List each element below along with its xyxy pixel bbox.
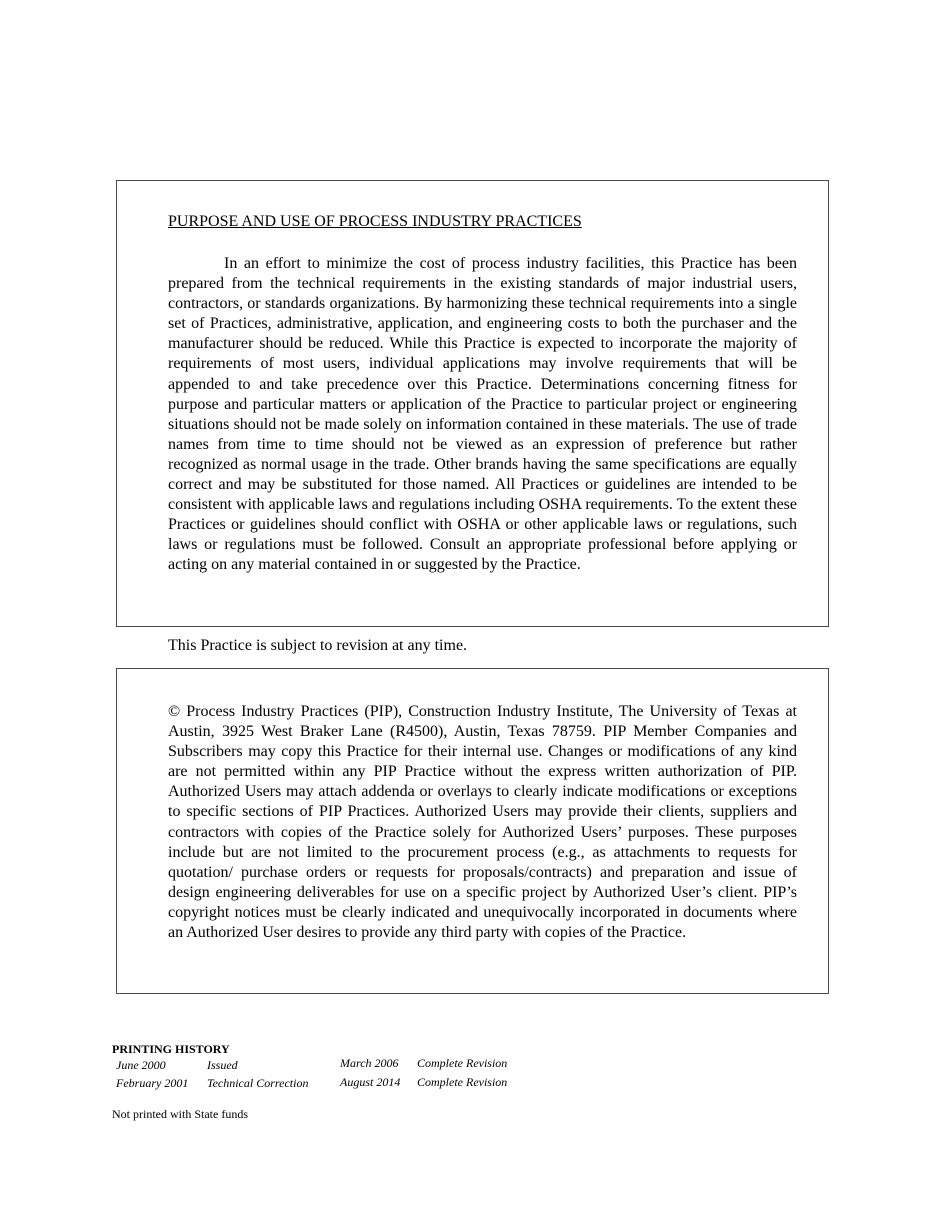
- history-note: Issued: [207, 1058, 238, 1072]
- printing-history-title: PRINTING HISTORY: [112, 1042, 230, 1056]
- history-date: March 2006: [340, 1056, 399, 1070]
- purpose-section: [116, 180, 829, 627]
- copyright-section: [116, 668, 829, 994]
- history-date: August 2014: [340, 1075, 401, 1089]
- history-note: Complete Revision: [417, 1056, 508, 1070]
- history-date: February 2001: [116, 1076, 189, 1090]
- history-note: Technical Correction: [207, 1076, 309, 1090]
- purpose-title: PURPOSE AND USE OF PROCESS INDUSTRY PRACTICES: [168, 213, 582, 230]
- purpose-paragraph: In an effort to minimize the cost of process industry facilities, this Practice has been prepared from the technical requirements in the existing standards of major industrial users, contractors, or standards organizations. By harmonizing these technical requirements into a single set of Practices, administrative, application, and engineering costs to both the purchaser and the manufacturer should be reduced. While this Practice is expected to incorporate the majority of requirements of most users, individual applications may involve requirements that will be appended to and take precedence over this Practice. Determinations concerning fitness for purpose and particular matters or application of the Practice to particular project or engineering situations should not be made solely on information contained in these materials. The use of trade names from time to time should not be viewed as an expression of preference but rather recognized as normal usage in the trade. Other brands having the same specifications are equally correct and may be substituted for those named. All Practices or guidelines are intended to be consistent with applicable laws and regulations including OSHA requirements. To the extent these Practices or guidelines should conflict with OSHA or other applicable laws or regulations, such laws or regulations must be followed. Consult an appropriate professional before applying or acting on any material contained in or suggested by the Practice.: [168, 255, 797, 574]
- footer-note: Not printed with State funds: [112, 1107, 248, 1121]
- printing-history: [112, 1042, 508, 1090]
- revision-note: This Practice is subject to revision at any time.: [168, 637, 468, 654]
- history-note: Complete Revision: [417, 1075, 508, 1089]
- copyright-paragraph: © Process Industry Practices (PIP), Construction Industry Institute, The University of Texas at Austin, 3925 West Braker Lane (R4500), Austin, Texas 78759. PIP Member Companies and Subscribers may copy this Practice for their internal use. Changes or modifications of any kind are not permitted within any PIP Practice without the express written authorization of PIP. Authorized Users may attach addenda or overlays to clearly indicate modifications or exceptions to specific sections of PIP Practices. Authorized Users may provide their clients, suppliers and contractors with copies of the Practice solely for Authorized Users’ purposes. These purposes include but are not limited to the procurement process (e.g., as attachments to requests for quotation/ purchase orders or requests for proposals/contracts) and preparation and issue of design engineering deliverables for use on a specific project by Authorized User’s client. PIP’s copyright notices must be clearly indicated and unequivocally incorporated in documents where an Authorized User desires to provide any third party with copies of the Practice.: [168, 703, 797, 942]
- history-date: June 2000: [116, 1058, 166, 1072]
